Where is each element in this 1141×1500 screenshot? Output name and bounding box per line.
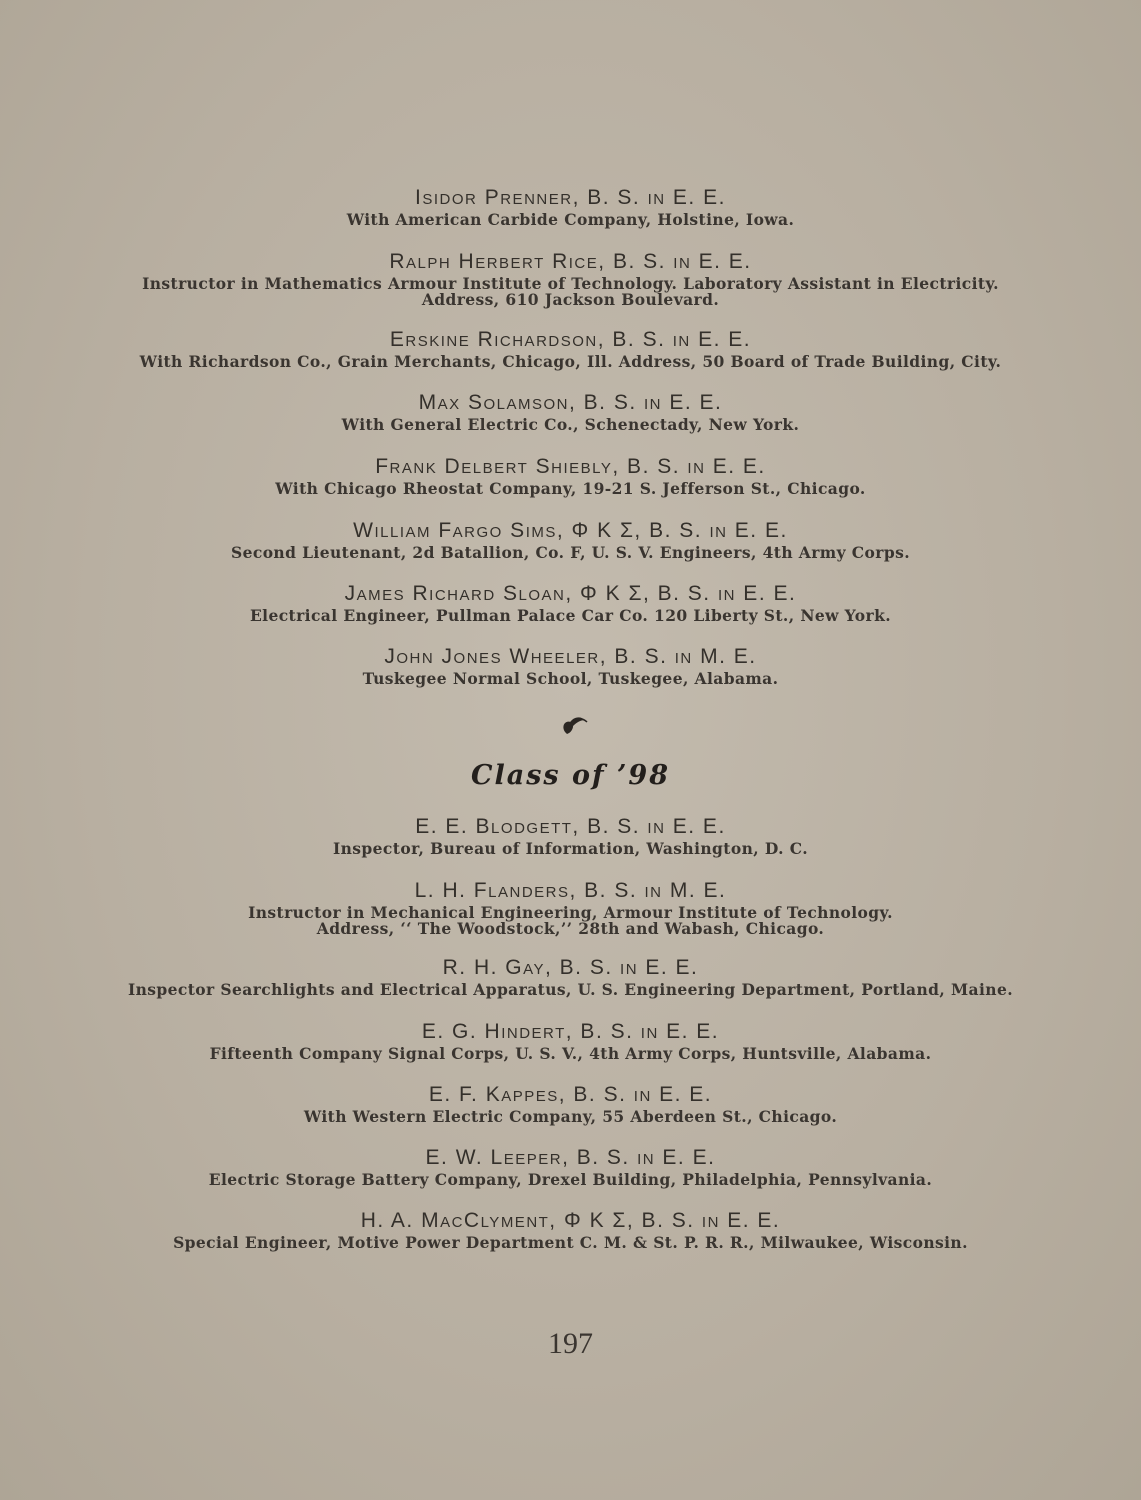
page-number: 197 <box>548 1327 593 1360</box>
alumni-entry <box>0 645 1141 687</box>
entry-detail: Inspector, Bureau of Information, Washington, D. C. <box>332 839 808 858</box>
entry-detail: With American Carbide Company, Holstine, Iowa. <box>346 210 795 229</box>
entry-name: E. W. Leeper, B. S. in E. E. <box>425 1146 716 1169</box>
alumni-entry <box>0 1209 1141 1251</box>
alumni-entry <box>0 879 1141 937</box>
alumni-entry <box>0 328 1141 370</box>
entry-detail: Instructor in Mechanical Engineering, Armour Institute of Technology. <box>248 903 893 922</box>
entry-detail: Instructor in Mathematics Armour Institute of Technology. Laboratory Assistant in Electricity. <box>142 274 999 293</box>
entry-name: Isidor Prenner, B. S. in E. E. <box>415 186 726 209</box>
entry-detail: Special Engineer, Motive Power Department C. M. & St. P. R. R., Milwaukee, Wisconsin. <box>173 1233 968 1252</box>
alumni-entry <box>0 956 1141 998</box>
alumni-entry <box>0 1083 1141 1125</box>
entry-detail: With Richardson Co., Grain Merchants, Chicago, Ill. Address, 50 Board of Trade Building, City. <box>139 352 1002 371</box>
entry-name: William Fargo Sims, Φ K Σ, B. S. in E. E. <box>353 519 788 542</box>
entry-detail: With Western Electric Company, 55 Aberdeen St., Chicago. <box>303 1107 838 1126</box>
alumni-entry <box>0 1020 1141 1062</box>
entry-name: Frank Delbert Shiebly, B. S. in E. E. <box>375 455 766 478</box>
alumni-entry <box>0 1146 1141 1188</box>
entry-name: Max Solamson, B. S. in E. E. <box>418 391 723 414</box>
entry-name: E. F. Kappes, B. S. in E. E. <box>428 1083 713 1106</box>
alumni-entry <box>0 250 1141 308</box>
entry-name: L. H. Flanders, B. S. in M. E. <box>414 879 727 902</box>
leaf-ornament-icon <box>555 712 595 742</box>
entry-detail: Fifteenth Company Signal Corps, U. S. V., 4th Army Corps, Huntsville, Alabama. <box>209 1044 932 1063</box>
entry-detail: Address, ‘‘ The Woodstock,’’ 28th and Wabash, Chicago. <box>316 919 825 938</box>
entry-name: Erskine Richardson, B. S. in E. E. <box>389 328 752 351</box>
entry-detail: Address, 610 Jackson Boulevard. <box>421 290 720 309</box>
entry-detail: Electrical Engineer, Pullman Palace Car Co. 120 Liberty St., New York. <box>249 606 892 625</box>
entry-detail: With General Electric Co., Schenectady, New York. <box>341 415 800 434</box>
entry-name: Ralph Herbert Rice, B. S. in E. E. <box>389 250 752 273</box>
class-heading: Class of ’98 <box>470 760 671 791</box>
entry-name: John Jones Wheeler, B. S. in M. E. <box>384 645 757 668</box>
alumni-entry <box>0 815 1141 857</box>
entry-detail: With Chicago Rheostat Company, 19-21 S. Jefferson St., Chicago. <box>275 479 866 498</box>
alumni-entry <box>0 391 1141 433</box>
entry-name: E. E. Blodgett, B. S. in E. E. <box>415 815 726 838</box>
entry-detail: Second Lieutenant, 2d Batallion, Co. F, U. S. V. Engineers, 4th Army Corps. <box>231 543 910 562</box>
entry-name: R. H. Gay, B. S. in E. E. <box>442 956 699 979</box>
alumni-entry <box>0 519 1141 561</box>
entry-name: E. G. Hindert, B. S. in E. E. <box>421 1020 720 1043</box>
entry-detail: Tuskegee Normal School, Tuskegee, Alabama. <box>362 669 779 688</box>
alumni-entry <box>0 186 1141 228</box>
entry-name: James Richard Sloan, Φ K Σ, B. S. in E. E. <box>344 582 797 605</box>
entry-name: H. A. MacClyment, Φ K Σ, B. S. in E. E. <box>360 1209 781 1232</box>
entry-detail: Electric Storage Battery Company, Drexel Building, Philadelphia, Pennsylvania. <box>208 1170 933 1189</box>
alumni-entry <box>0 455 1141 497</box>
entry-detail: Inspector Searchlights and Electrical Apparatus, U. S. Engineering Department, Portland, Maine. <box>127 980 1014 999</box>
alumni-entry <box>0 582 1141 624</box>
